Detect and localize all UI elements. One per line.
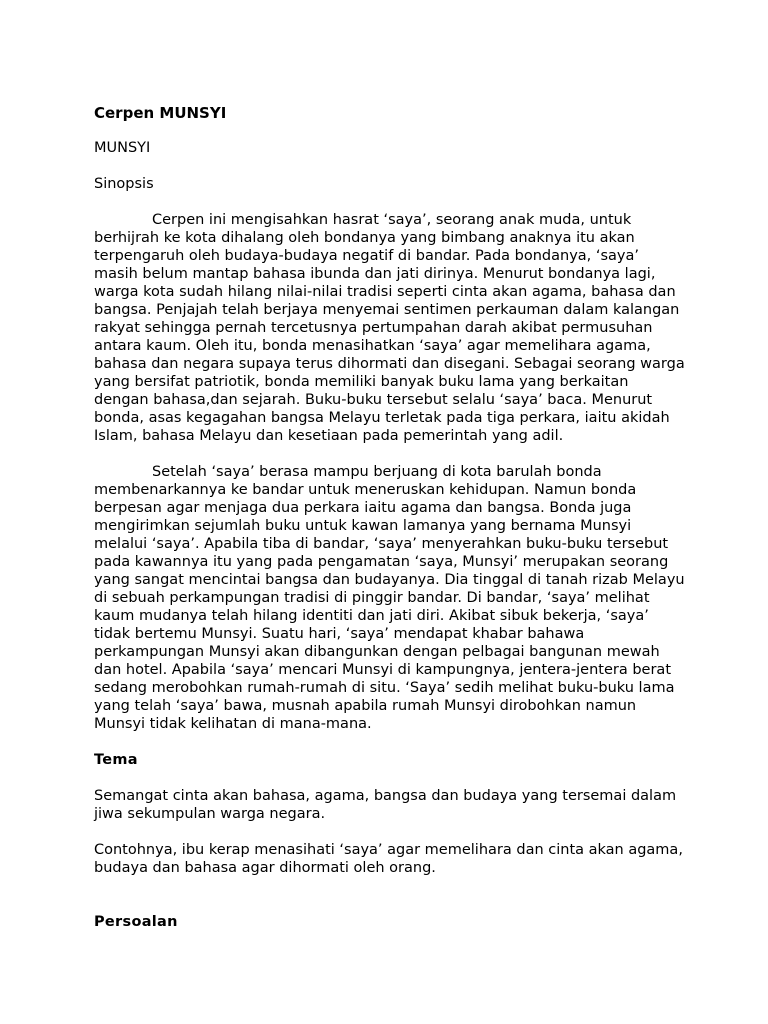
tema-example: Contohnya, ibu kerap menasihati ‘saya’ agar memelihara dan cinta akan agama, budaya dan bahasa agar dihormati oleh orang. xyxy=(94,842,683,876)
document-body xyxy=(94,103,686,949)
document-title: Cerpen MUNSYI xyxy=(94,104,227,122)
synopsis-paragraph: Cerpen ini mengisahkan hasrat ‘saya’, seorang anak muda, untuk berhijrah ke kota dihalang oleh bondanya yang bimbang anaknya itu akan terpengaruh oleh budaya-budaya negatif di bandar. Pada bondanya, ‘saya’ masih belum mantap bahasa ibunda dan jati dirinya. Menurut bondanya lagi, warga kota sudah hilang nilai-nilai tradisi seperti cinta akan agama, bahasa dan bangsa. Penjajah telah berjaya menyemai sentimen perkauman dalam kalangan rakyat sehingga pernah tercetusnya pertumpahan darah akibat permusuhan antara kaum. Oleh itu, bonda menasihatkan ‘saya’ agar memelihara agama, bahasa dan negara supaya terus dihormati dan disegani. Sebagai seorang warga yang bersifat patriotik, bonda memiliki banyak buku lama yang berkaitan dengan bahasa,dan sejarah. Buku-buku tersebut selalu ‘saya’ baca. Menurut bonda, asas kegagahan bangsa Melayu terletak pada tiga perkara, iaitu akidah Islam, bahasa Melayu dan kesetiaan pada pemerintah yang adil. xyxy=(94,212,685,444)
synopsis-paragraph: Setelah ‘saya’ berasa mampu berjuang di kota barulah bonda membenarkannya ke bandar untuk meneruskan kehidupan. Namun bonda berpesan agar menjaga dua perkara iaitu agama dan bangsa. Bonda juga mengirimkan sejumlah buku untuk kawan lamanya yang bernama Munsyi melalui ‘saya’. Apabila tiba di bandar, ‘saya’ menyerahkan buku-buku tersebut pada kawannya itu yang pada pengamatan ‘saya, Munsyi’ merupakan seorang yang sangat mencintai bangsa dan budayanya. Dia tinggal di tanah rizab Melayu di sebuah perkampungan tradisi di pinggir bandar. Di bandar, ‘saya’ melihat kaum mudanya telah hilang identiti dan jati diri. Akibat sibuk bekerja, ‘saya’ tidak bertemu Munsyi. Suatu hari, ‘saya’ mendapat khabar bahawa perkampungan Munsyi akan dibangunkan dengan pelbagai bangunan mewah dan hotel. Apabila ‘saya’ mencari Munsyi di kampungnya, jentera-jentera berat sedang merobohkan rumah-rumah di situ. ‘Saya’ sedih melihat buku-buku lama yang telah ‘saya’ bawa, musnah apabila rumah Munsyi dirobohkan namun Munsyi tidak kelihatan di mana-mana. xyxy=(94,464,685,732)
persoalan-heading: Persoalan xyxy=(94,914,178,930)
tema-statement: Semangat cinta akan bahasa, agama, bangsa dan budaya yang tersemai dalam jiwa sekumpulan warga negara. xyxy=(94,788,677,822)
story-title: MUNSYI xyxy=(94,140,151,156)
section-spacer xyxy=(94,895,686,913)
synopsis-label: Sinopsis xyxy=(94,176,154,192)
tema-heading: Tema xyxy=(94,752,138,768)
